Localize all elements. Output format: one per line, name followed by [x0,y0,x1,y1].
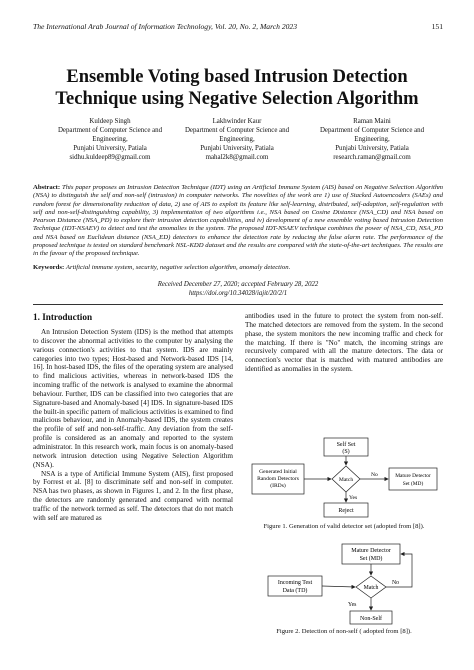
title-line-1: Ensemble Voting based Intrusion Detection [66,67,408,87]
mature-label-1: Mature Detector [351,548,391,554]
divider [33,304,443,305]
author-name: Kuldeep Singh [89,118,131,125]
paragraph: antibodies used in the future to protect the system from non-self. The matched detectors are removed from the system. In the second phase, the system monitors the new incoming traffic and check for the matching. If there is "No" match, the incoming strings are recursively compared with all the mature detectors. The data or connection's vector that is matched with matured antibodies are identified as anomalies in the system. [245,312,443,374]
figure-2-diagram [262,540,432,626]
author-dept: Department of Computer Science and [319,127,425,134]
incoming-label-2: Data (TD) [282,588,308,594]
author-2 [162,117,312,162]
author-dept-2: Engineering, [219,136,255,143]
reject-label: Reject [338,508,354,514]
mature-label-1: Mature Detector [395,473,431,479]
mature-label-2: Set (MD) [402,481,424,487]
author-email: sidhu.kuldeep89@gmail.com [69,154,151,161]
author-email: research.raman@gmail.com [333,154,411,161]
author-university: Punjabi University, Patiala [335,145,409,152]
paper-title [20,66,454,110]
self-set-sub: (S) [342,449,350,455]
figure-1-caption: Figure 1. Generation of valid detector set (adopted from [8]). [263,523,425,530]
author-email: mahal2k8@gmail.com [205,154,269,161]
section-heading: 1. Introduction [33,312,93,322]
received-accepted: Received December 27, 2020; accepted February 28, 2022 [157,281,319,288]
publication-dates [33,280,443,298]
yes-label: Yes [349,495,358,501]
self-set-label: Self Set [336,442,356,448]
paragraph: An Intrusion Detection System (IDS) is the method that attempts to discover the abnormal activities to the computer by analysing the various connection's activities to that system. IDS are mainly categories into two types; Host-based and Network-based IDS [14, 16]. In host-based IDS, the files of the operating system are analysed to find malicious activities, whereas in network-based IDS the incoming traffic of the network is analysed to examine the abnormal behaviour. Further, IDS can be classified into two categories that are Signature-based and Anomaly-based [4] IDS. In signature-based IDS the built-in specific pattern of malicious activities is examined to find malicious behaviour, and in Anomaly-based IDS, the system creates the profile of self and non-self-traffic. Any deviation from the self-profile is considered as an anomaly and reported to the system administrator. In this research work, main focus is on anomaly-based network intrusion detection using Negative Selection Algorithm (NSA). [33,328,233,469]
title-line-2: Technique using Negative Selection Algorithm [55,89,419,109]
author-dept-2: Engineering, [354,136,390,143]
match-label: Match [363,585,379,591]
right-column [245,312,443,374]
author-dept: Department of Computer Science and [184,127,290,134]
keywords [33,264,443,272]
author-university: Punjabi University, Patiala [200,145,274,152]
incoming-label-1: Incoming Test [277,580,313,586]
doi-link[interactable]: https://doi.org/10.34028/iajit/20/2/1 [188,290,288,297]
abstract [33,184,443,259]
paragraph: NSA is a type of Artificial Immune System (AIS), first proposed by Forrest et al. [8] to discriminate self and non-self in computer. NSA has two phases, as shown in Figures 1, and 2. In the first phase, the detectors are randomly generated and compared with normal traffic of the network termed as self. The detectors that do not match with self are matured as [33,469,233,522]
mature-label-2: Set (MD) [359,556,383,562]
gen-label-3: (IRDs) [270,483,286,489]
figure-1-diagram [250,436,440,520]
gen-label-2: Random Detectors [257,476,299,482]
journal-name: The International Arab Journal of Information Technology, Vol. 20, No. 2, March 2023 [33,22,298,31]
author-name: Raman Maini [353,118,391,125]
keywords-text: Artificial immune system, security, negative selection algorithm, anomaly detection. [65,264,291,271]
non-self-label: Non-Self [360,616,382,622]
abstract-label: Abstract: [33,184,61,191]
author-3 [297,117,447,162]
author-dept-2: Engineering, [92,136,128,143]
keywords-label: Keywords: [33,264,65,271]
no-label: No [371,472,378,478]
page-number: 151 [431,22,443,31]
abstract-text: This paper proposes an Intrusion Detection Technique (IDT) using an Artificial Immune System (AIS) based on Negative Selection Algorithm (NSA) to distinguish the self and non-self (intrusion) in computer networks. The novelties of the work are 1) use of Stacked Autoencoders (SAEs) and random forest for dimensionality reduction of data, 2) use of AIS to exploit its feature like self-learning, distributed, self-adaption, self-regulation with self and non-self-distinguishing capability, 3) implementation of two algorithms i.e., NSA based on Cosine Distance (NSA_CD) and NSA based on Pearson Distance (NSA_PD) to explore their intrusion detection capabilities, and iv) development of a new ensemble voting based Intrusion Detection Technique (IDT-NSAEV) to detect and test the anomalies in the system. The proposed IDT-NSAEV technique combines the power of NSA_CD, NSA_PD and NSA based on Euclidean distance (NSA_ED) detectors to enhance the detection rate by reducing the false alarm rate. The performance of the proposed technique is tested on standard benchmark NSL-KDD dataset and the results are compared with the state-of-the-art techniques. The results are in the favour of the proposed technique. [33,184,444,258]
no-label: No [392,580,400,586]
author-dept: Department of Computer Science and [57,127,163,134]
author-university: Punjabi University, Patiala [73,145,147,152]
author-name: Lakhwinder Kaur [212,118,262,125]
running-header [33,22,443,31]
figure-2-caption: Figure 2. Detection of non-self ( adopted from [8]). [276,628,412,635]
left-column [33,328,233,523]
match-label: Match [338,477,354,483]
yes-label: Yes [348,602,357,608]
gen-label-1: Generated Initial [259,469,297,475]
